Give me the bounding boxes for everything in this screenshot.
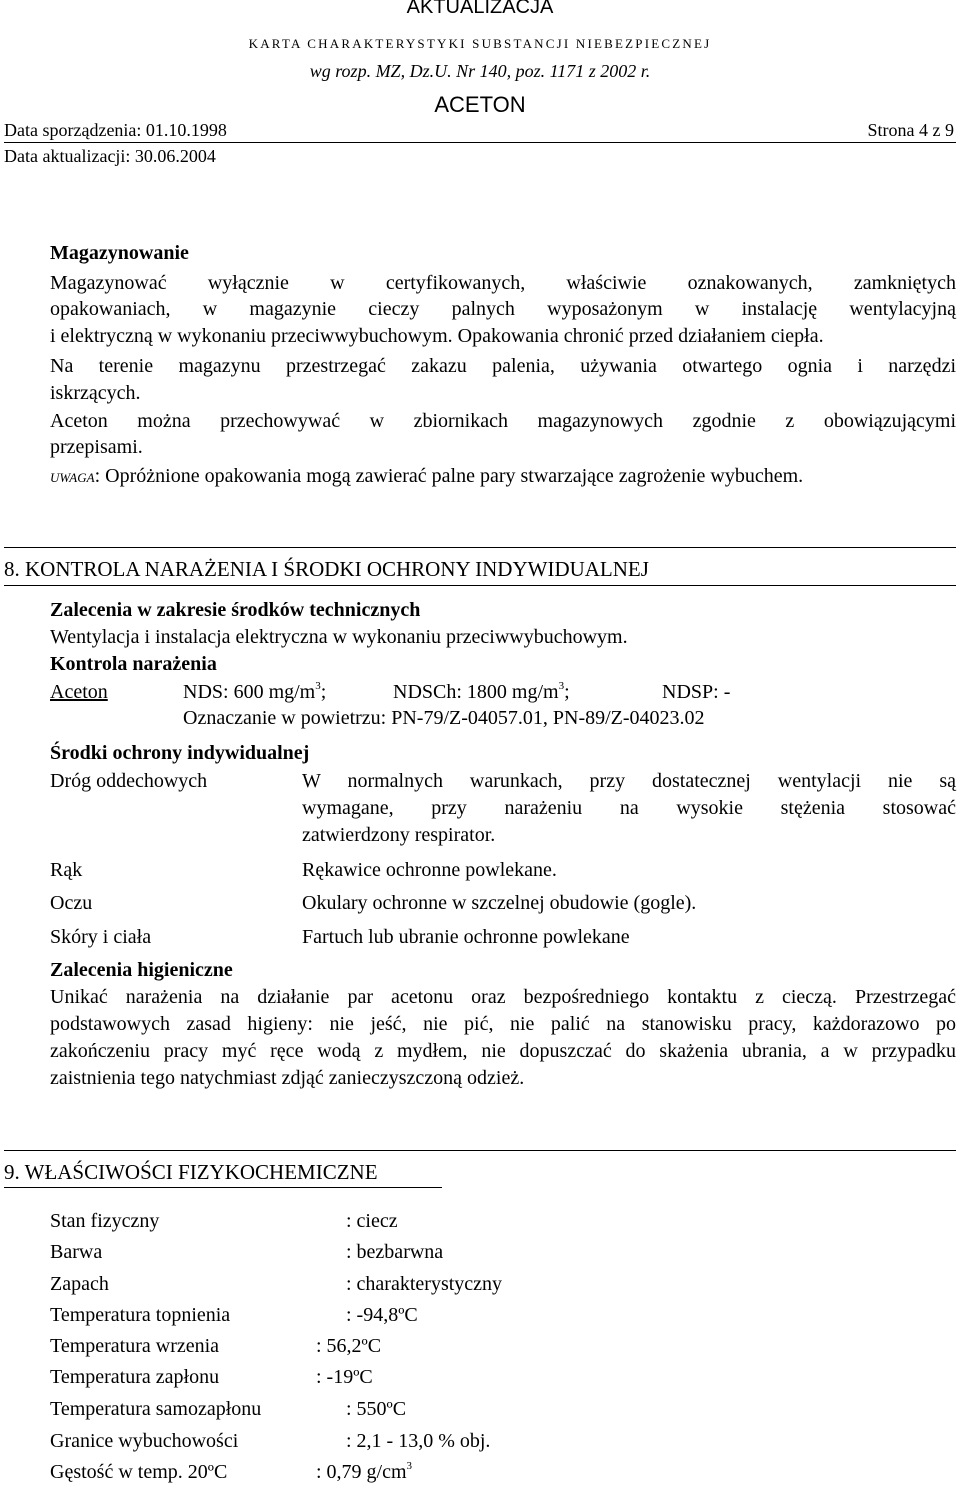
exposure-substance: Aceton: [50, 681, 108, 703]
ppe-respiratory-value: zatwierdzony respirator.: [302, 824, 496, 846]
property-label: Gęstość w temp. 20ºC: [50, 1461, 228, 1483]
tech-measures-heading: Zalecenia w zakresie środków technicznych: [50, 599, 421, 621]
storage-line: Aceton można przechowywać w zbiornikach magazynowych zgodnie z obowiązującymi: [50, 410, 956, 432]
ppe-eyes-value: Okulary ochronne w szczelnej obudowie (gogle).: [302, 892, 697, 914]
hygiene-line: Unikać narażenia na działanie par acetonu oraz bezpośredniego kontaktu z cieczą. Przestrzegać: [50, 986, 956, 1008]
ppe-skin-label: Skóry i ciała: [50, 926, 152, 948]
ppe-respiratory-value: W normalnych warunkach, przy dostatecznej wentylacji nie są: [302, 770, 956, 792]
regulation-reference: wg rozp. MZ, Dz.U. Nr 140, poz. 1171 z 2002 r.: [309, 61, 651, 81]
ndsp-value: NDSP: -: [662, 681, 731, 703]
property-label: Granice wybuchowości: [50, 1430, 239, 1452]
creation-date: Data sporządzenia: 01.10.1998: [4, 120, 227, 140]
ppe-hands-label: Rąk: [50, 859, 83, 881]
hygiene-heading: Zalecenia higieniczne: [50, 959, 233, 981]
card-title: KARTA CHARAKTERYSTYKI SUBSTANCJI NIEBEZPIECZNEJ: [248, 36, 712, 51]
storage-heading: Magazynowanie: [50, 242, 189, 264]
ppe-eyes-label: Oczu: [50, 892, 93, 914]
ndsch-value: NDSCh: 1800 $mg/m^3$;: [393, 680, 570, 703]
property-label: Zapach: [50, 1273, 109, 1295]
storage-line: opakowaniach, w magazynie cieczy palnych wyposażonym w instalację wentylacyjną: [50, 298, 956, 320]
update-banner: AKTUALIZACJA: [406, 0, 554, 18]
ppe-respiratory-label: Dróg oddechowych: [50, 770, 208, 792]
hygiene-line: zaistnienia tego natychmiast zdjąć zanieczyszczoną odzież.: [50, 1067, 525, 1089]
tech-measures-text: Wentylacja i instalacja elektryczna w wykonaniu przeciwwybuchowym.: [50, 626, 628, 648]
ppe-hands-value: Rękawice ochronne powlekane.: [302, 859, 557, 881]
property-value: : ciecz: [346, 1210, 398, 1232]
nds-value: NDS: 600 $mg/m^3$;: [183, 680, 327, 703]
property-value: : 0,79 $g/cm^3$: [316, 1460, 413, 1483]
storage-line: i elektryczną w wykonaniu przeciwwybuchowym. Opakowania chronić przed działaniem ciepła.: [50, 325, 824, 347]
property-value: : charakterystyczny: [346, 1273, 503, 1295]
property-value: : 56,2ºC: [316, 1335, 382, 1357]
air-measurement-methods: Oznaczanie w powietrzu: PN-79/Z-04057.01, PN-89/Z-04023.02: [183, 707, 705, 729]
property-label: Barwa: [50, 1241, 103, 1263]
warning-text: : Opróżnione opakowania mogą zawierać palne pary stwarzające zagrożenie wybuchem.: [94, 465, 804, 487]
storage-line: Na terenie magazynu przestrzegać zakazu palenia, używania otwartego ognia i narzędzi: [50, 355, 956, 377]
section-divider: [4, 585, 956, 586]
storage-line: iskrzących.: [50, 382, 141, 404]
section-heading-underline: [4, 1187, 442, 1188]
page-number: Strona 4 z 9: [867, 120, 954, 140]
property-label: Temperatura wrzenia: [50, 1335, 220, 1357]
ppe-skin-value: Fartuch lub ubranie ochronne powlekane: [302, 926, 630, 948]
section-divider: [4, 1150, 956, 1151]
property-value: : -94,8ºC: [346, 1304, 418, 1326]
ppe-respiratory-value: wymagane, przy narażeniu na wysokie stężenia stosować: [302, 797, 956, 819]
property-value: : bezbarwna: [346, 1241, 444, 1263]
property-value: : -19ºC: [316, 1366, 373, 1388]
ppe-heading: Środki ochrony indywidualnej: [50, 742, 310, 764]
storage-line: przepisami.: [50, 436, 143, 458]
storage-line: Magazynować wyłącznie w certyfikowanych, właściwie oznakowanych, zamkniętych: [50, 272, 956, 294]
hygiene-line: podstawowych zasad higieny: nie jeść, nie pić, nie palić na stanowisku pracy, każdorazowo po: [50, 1013, 956, 1035]
property-value: : 2,1 - 13,0 % obj.: [346, 1430, 491, 1452]
property-label: Temperatura topnienia: [50, 1304, 231, 1326]
update-date: Data aktualizacji: 30.06.2004: [4, 146, 216, 166]
property-label: Temperatura zapłonu: [50, 1366, 220, 1388]
section-9-heading: 9. WŁAŚCIWOŚCI FIZYKOCHEMICZNE: [4, 1160, 378, 1184]
property-value: : 550ºC: [346, 1398, 407, 1420]
substance-name: ACETON: [434, 92, 526, 117]
hygiene-line: zakończeniu pracy myć ręce wodą z mydłem, nie dopuszczać do skażenia ubrania, a w przypadku: [50, 1040, 956, 1062]
exposure-heading: Kontrola narażenia: [50, 653, 217, 675]
warning-label: UWAGA: [50, 470, 95, 485]
storage-warning: [50, 465, 803, 488]
header-divider: [4, 142, 956, 143]
section-divider: [4, 547, 956, 548]
property-label: Temperatura samozapłonu: [50, 1398, 262, 1420]
section-8-heading: 8. KONTROLA NARAŻENIA I ŚRODKI OCHRONY INDYWIDUALNEJ: [4, 557, 649, 581]
property-label: Stan fizyczny: [50, 1210, 160, 1232]
